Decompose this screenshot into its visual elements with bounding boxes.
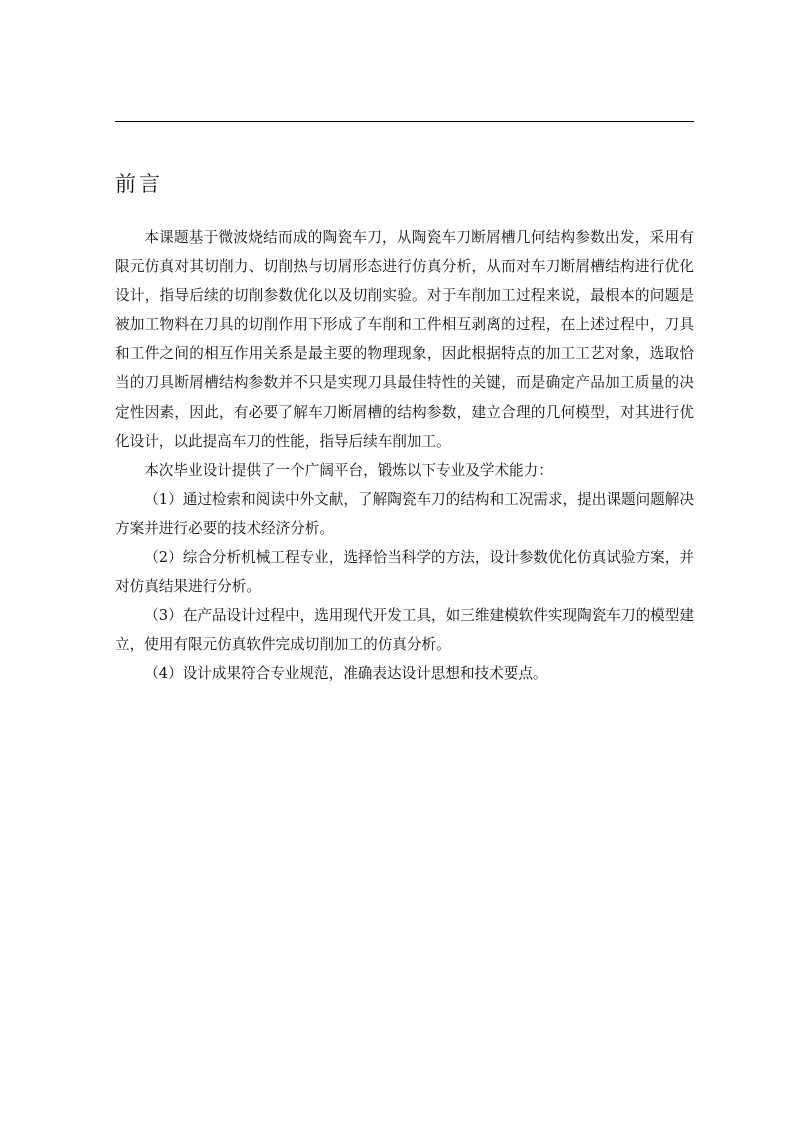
body-text <box>115 223 694 689</box>
paragraph-item-3: （3）在产品设计过程中，选用现代开发工具，如三维建模软件实现陶瓷车刀的模型建立，使用有限元仿真软件完成切削加工的仿真分析。 <box>115 607 694 654</box>
page-title: 前言 <box>115 172 163 196</box>
paragraph-item-4: （4）设计成果符合专业规范，准确表达设计思想和技术要点。 <box>144 665 548 683</box>
header-rule <box>115 121 694 122</box>
paragraph-abilities-lead: 本次毕业设计提供了一个广阔平台，锻炼以下专业及学术能力： <box>144 461 553 479</box>
paragraph-item-1: （1）通过检索和阅读中外文献，了解陶瓷车刀的结构和工况需求，提出课题问题解决方案并进行必要的技术经济分析。 <box>115 490 694 537</box>
paragraph-item-2: （2）综合分析机械工程专业，选择恰当科学的方法，设计参数优化仿真试验方案，并对仿真结果进行分析。 <box>115 549 694 596</box>
paragraph-intro: 本课题基于微波烧结而成的陶瓷车刀，从陶瓷车刀断屑槽几何结构参数出发，采用有限元仿真对其切削力、切削热与切屑形态进行仿真分析，从而对车刀断屑槽结构进行优化设计，指导后续的切削参数优化以及切削实验。对于车削加工过程来说，最根本的问题是被加工物料在刀具的切削作用下形成了车削和工件相互剥离的过程，在上述过程中，刀具和工件之间的相互作用关系是最主要的物理现象，因此根据特点的加工工艺对象，选取恰当的刀具断屑槽结构参数并不只是实现刀具最佳特性的关键，而是确定产品加工质量的决定性因素，因此，有必要了解车刀断屑槽的结构参数，建立合理的几何模型，对其进行优化设计，以此提高车刀的性能，指导后续车削加工。 <box>115 229 694 450</box>
